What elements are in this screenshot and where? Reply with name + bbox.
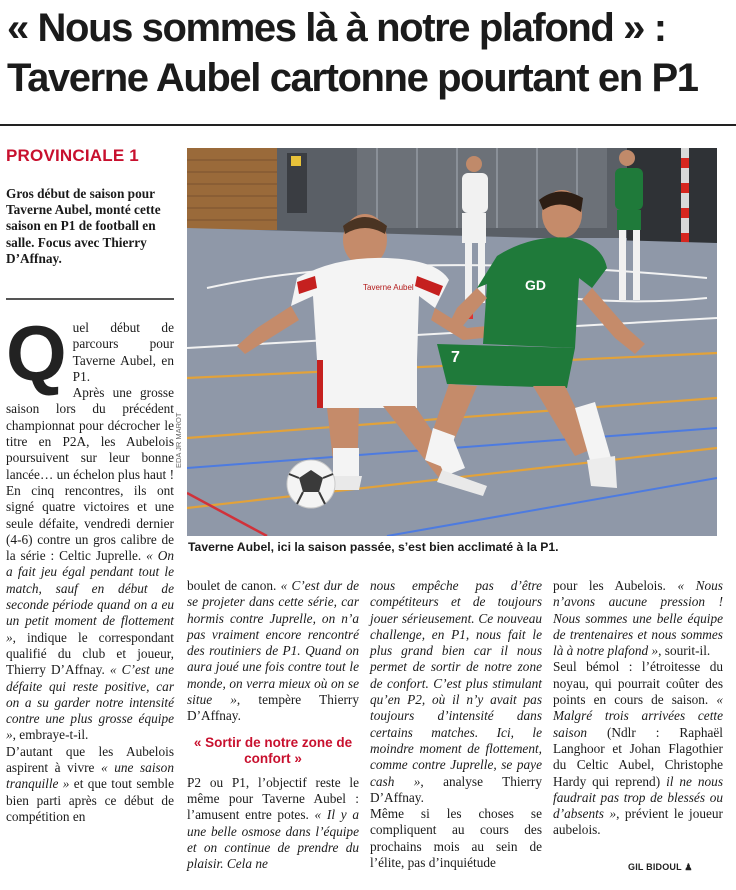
quote: « C’est dur de se projeter dans cette série, car hormis contre Juprelle, on n’a pas vraiment encore rencontré des routiniers de P1. Quand on aura joué une fois contre tout le monde, on verra mieux où on se situe » xyxy=(187,578,359,708)
subheading: « Sortir de notre zone de confort » xyxy=(193,734,353,766)
headline-line-2: Taverne Aubel cartonne pourtant en P1 xyxy=(7,56,698,100)
photo-credit: EDA JR MAROT xyxy=(174,412,183,468)
author-signature: GIL BIDOUL ♟ xyxy=(628,862,693,872)
home-jersey-text: Taverne Aubel xyxy=(363,283,414,292)
section-tag: PROVINCIALE 1 xyxy=(6,146,139,165)
lead-text: uel début de parcours pour Taverne Aubel, en P1. xyxy=(72,320,174,384)
article-column-1 xyxy=(6,309,174,825)
paragraph: Même si les choses se compliquent au cours des prochains mois au sein de l’élite, pas d’inquiétude xyxy=(370,806,542,871)
article-column-4 xyxy=(553,578,723,839)
headline-rule xyxy=(0,124,736,126)
article-photo xyxy=(187,148,717,536)
headline-line-1: « Nous sommes là à notre plafond » : xyxy=(7,6,666,50)
away-jersey-text: GD xyxy=(525,277,546,293)
intro-divider xyxy=(6,298,174,300)
quote: « Nous n’avons aucune pression ! Nous sommes une belle équipe de trentenaires et nous sommes là à notre plafond » xyxy=(553,578,723,659)
headline xyxy=(7,3,733,103)
quote: « une saison tranquille » xyxy=(6,760,174,792)
football xyxy=(287,460,335,508)
photo-caption: Taverne Aubel, ici la saison passée, s’est bien acclimaté à la P1. xyxy=(188,540,559,554)
quote: il ne nous faudrait pas trop de blessés ou d’absents » xyxy=(553,773,723,822)
paragraph: P2 ou P1, l’objectif reste le même pour Taverne Aubel : l’amusent entre potes. « Il y a une belle osmose dans l’équipe et on continue de prendre du plaisir. Cela ne xyxy=(187,774,360,872)
paragraph: boulet de canon. « C’est dur de se projeter dans cette série, car hormis contre Juprelle, on n’a pas vraiment encore rencontré des routiniers de P1. Quand on aura joué une fois contre tout le monde, on verra mieux où on se situe », tempère Thierry D’Affnay. xyxy=(187,578,359,724)
quote: nous empêche pas d’être compétiteurs et de toujours jouer sérieusement. Ce nouveau challenge, en P1, nous fait le plus grand bien car il nous permet de sortir de notre zone de confort. C’est plus stimulant qu’en P2, où il n’y avait pas toujours d’intensité dans certains matches. Ici, le moindre moment de flottement, comme contre Juprelle, se paye cash » xyxy=(370,578,542,789)
article-intro: Gros début de saison pour Taverne Aubel, monté cette saison en P1 de football en salle. Focus avec Thierry D’Affnay. xyxy=(6,186,161,266)
quote: « Il y a une belle osmose dans l’équipe et on continue de prendre du plaisir. Cela ne xyxy=(187,807,360,872)
paragraph: Seul bémol : l’étroitesse du noyau, qui pourrait coûter des points en cours de saison. « Malgré trois arrivées cette saison (Ndlr : Raphaël Langhoor et Johan Flagothier du Celtic Aubel, Christophe Hardy qui reprend) il ne nous faudrait pas trop de blessés ou d’absents », prévient le joueur aubelois. xyxy=(553,659,723,838)
paragraph: pour les Aubelois. « Nous n’avons aucune pression ! Nous sommes une belle équipe de trentenaires et nous sommes là à notre plafond », sourit-il. xyxy=(553,578,723,659)
away-jersey-number: 7 xyxy=(451,349,460,366)
lead-paragraph xyxy=(6,309,174,397)
quote: « On a fait jeu égal pendant tout le match, sauf en début de seconde période quand on a eu un petit moment de flottement » xyxy=(6,548,174,645)
article-column-3 xyxy=(370,578,542,871)
quote: « Malgré trois arrivées cette saison xyxy=(553,692,723,740)
paragraph: nous empêche pas d’être compétiteurs et de toujours jouer sérieusement. Ce nouveau challenge, en P1, nous fait le plus grand bien car il nous permet de sortir de notre zone de confort. C’est plus stimulant qu’en P2, où il n’y avait pas toujours d’intensité dans certains matches. Ici, le moindre moment de flottement, comme contre Juprelle, se paye cash », analyse Thierry D’Affnay. xyxy=(370,578,542,805)
futsal-match-illustration xyxy=(187,148,717,536)
quote: « C’est une défaite qui reste positive, car on a su garder notre intensité contre une plus grosse équipe » xyxy=(6,662,174,743)
dropcap: Q xyxy=(6,309,67,397)
author-icon: ♟ xyxy=(684,862,693,872)
article-column-2 xyxy=(187,578,359,872)
paragraph: D’autant que les Aubelois aspirent à vivre « une saison tranquille » et que tout semble bien parti après ce début de compétition en xyxy=(6,743,174,824)
paragraph: Après une grosse saison lors du précédent championnat pour décrocher le titre en P2A, les Aubelois poursuivent sur leur bonne lancée… un échelon plus haut ! En cinq rencontres, ils ont signé quatre victoires et une seule défaite, vendredi dernier (4-6) contre un gros calibre de la série : Celtic Juprelle. « On a fait jeu égal pendant tout le match, sauf en début de seconde période quand on a eu un petit moment de flottement », indique le correspondant qualifié du club et joueur, Thierry D’Affnay. « C’est une défaite qui reste positive, car on a su garder notre intensité contre une plus grosse équipe », embraye-t-il. xyxy=(6,385,174,743)
